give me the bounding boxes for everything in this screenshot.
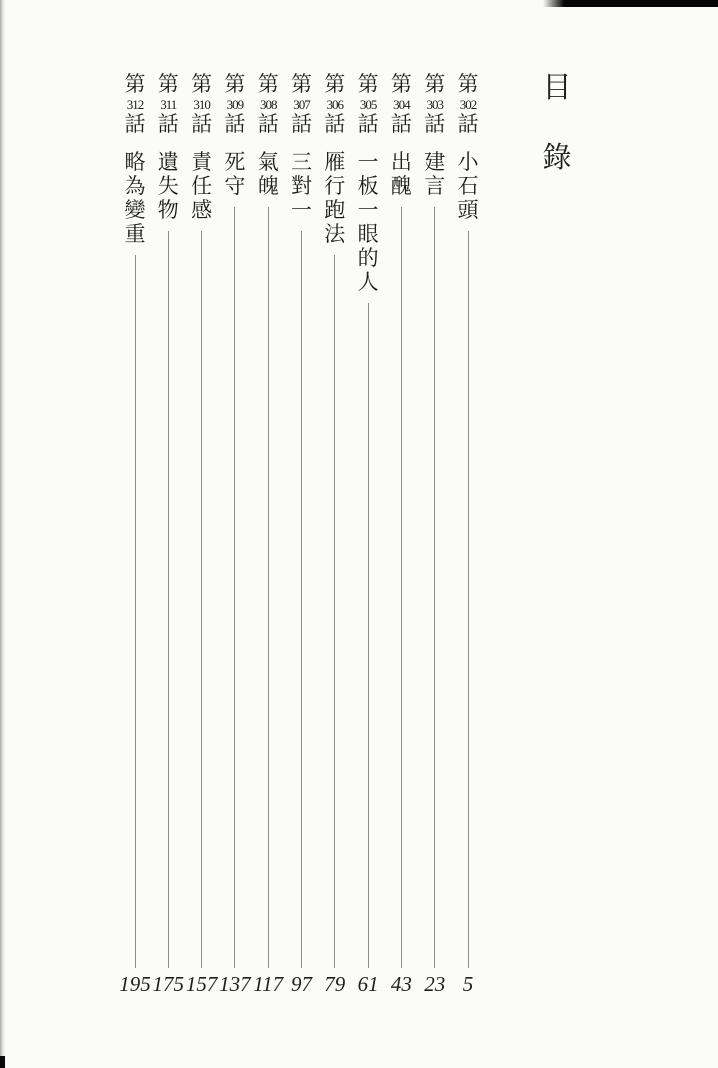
chapter-title (324, 150, 345, 246)
page-title-char-2: 錄 (542, 142, 572, 174)
chapter-title-char: 物 (157, 198, 179, 222)
page-number: 157 (185, 972, 218, 996)
page-number: 79 (324, 972, 346, 996)
chapter-title-char: 為 (124, 174, 146, 198)
chapter-number: 302 (459, 97, 477, 112)
chapter-title-char: 一 (357, 198, 379, 222)
leader-line (434, 207, 435, 968)
chapter-title-char: 行 (324, 174, 346, 198)
page-number: 195 (119, 972, 151, 996)
leader-line (334, 255, 335, 968)
chapter-title-char: 出 (390, 150, 412, 174)
toc-entry (285, 73, 319, 968)
chapter-suffix: 話 (390, 112, 412, 136)
chapter-title-char: 小 (457, 150, 479, 174)
toc-entry (118, 73, 152, 968)
chapter-title-char: 重 (124, 222, 146, 246)
leader-line (468, 231, 469, 968)
page-number: 97 (291, 972, 312, 996)
chapter-title (224, 150, 245, 198)
chapter-number: 307 (293, 97, 310, 112)
chapter-title (158, 150, 179, 222)
toc-entry (451, 73, 485, 968)
chapter-title-char: 三 (291, 150, 312, 174)
chapter-suffix: 話 (157, 112, 179, 136)
chapter-number: 304 (393, 97, 410, 112)
chapter-number: 311 (160, 97, 177, 112)
chapter-title (458, 150, 479, 222)
chapter-suffix: 話 (124, 112, 146, 136)
chapter-number: 305 (359, 97, 377, 112)
chapter-title-char: 一 (357, 150, 379, 174)
chapter-suffix: 話 (324, 112, 346, 136)
chapter-number: 306 (326, 97, 344, 112)
chapter-suffix: 話 (424, 112, 446, 136)
chapter-title-char: 變 (124, 198, 146, 222)
chapter-prefix: 第 (424, 72, 446, 96)
chapter-title-char: 建 (424, 150, 446, 174)
chapter-number: 308 (259, 97, 277, 112)
chapter-title-char: 失 (157, 174, 179, 198)
page-number: 23 (424, 972, 446, 996)
chapter-title (391, 150, 412, 198)
leader-line (301, 231, 302, 968)
chapter-title-char: 眼 (357, 222, 379, 246)
chapter-suffix: 話 (257, 112, 279, 136)
chapter-title-char: 責 (191, 150, 213, 174)
chapter-prefix: 第 (157, 72, 179, 96)
chapter-title-char: 遺 (157, 150, 179, 174)
page-edge-left (0, 0, 6, 1068)
chapter-prefix: 第 (357, 72, 379, 96)
toc-entry (185, 73, 219, 968)
chapter-suffix: 話 (191, 112, 213, 136)
chapter-prefix: 第 (257, 72, 279, 96)
chapter-title-char: 魄 (257, 174, 279, 198)
chapter-title (125, 150, 146, 246)
page-number: 43 (390, 972, 412, 996)
toc-entry (351, 73, 385, 968)
toc-entry (418, 73, 452, 968)
leader-line (401, 207, 402, 968)
chapter-number: 312 (126, 97, 144, 112)
chapter-title (258, 150, 279, 198)
chapter-title-char: 言 (424, 174, 446, 198)
toc-entry (384, 73, 418, 968)
leader-line (268, 207, 269, 968)
scan-artifact-bottom-left (0, 1056, 5, 1068)
page-number: 137 (219, 972, 251, 996)
chapter-title (291, 150, 312, 222)
chapter-title-char: 的 (357, 246, 379, 270)
page-number: 175 (152, 972, 185, 996)
page-title-char-1: 目 (542, 72, 572, 104)
chapter-title (424, 150, 445, 198)
chapter-title (191, 150, 212, 222)
chapter-title-char: 守 (224, 174, 246, 198)
chapter-prefix: 第 (124, 72, 146, 96)
leader-line (201, 231, 202, 968)
chapter-title-char: 氣 (257, 150, 279, 174)
chapter-title-char: 雁 (324, 150, 346, 174)
chapter-prefix: 第 (324, 72, 346, 96)
chapter-title-char: 略 (124, 150, 146, 174)
toc-entry (218, 73, 252, 968)
chapter-suffix: 話 (457, 112, 479, 136)
chapter-title-char: 板 (357, 174, 379, 198)
page-title (540, 72, 574, 174)
leader-line (368, 303, 369, 968)
chapter-prefix: 第 (191, 72, 213, 96)
chapter-title-char: 死 (224, 150, 246, 174)
leader-line (234, 207, 235, 968)
chapter-suffix: 話 (224, 112, 246, 136)
chapter-title-char: 對 (291, 174, 312, 198)
chapter-prefix: 第 (291, 72, 312, 96)
leader-line (168, 231, 169, 968)
chapter-prefix: 第 (224, 72, 246, 96)
chapter-title-char: 頭 (457, 198, 479, 222)
chapter-prefix: 第 (390, 72, 412, 96)
toc-entry (251, 73, 285, 968)
chapter-prefix: 第 (457, 72, 479, 96)
chapter-title (358, 150, 379, 294)
page-number: 117 (253, 972, 284, 996)
chapter-suffix: 話 (357, 112, 379, 136)
chapter-title-char: 醜 (390, 174, 412, 198)
page-number: 61 (357, 972, 379, 996)
chapter-number: 309 (226, 97, 244, 112)
toc-entry (318, 73, 352, 968)
chapter-title-char: 感 (191, 198, 213, 222)
chapter-title-char: 一 (291, 198, 312, 222)
page-number: 5 (462, 972, 474, 996)
chapter-title-char: 人 (357, 270, 379, 294)
chapter-number: 303 (426, 97, 443, 112)
chapter-title-char: 石 (457, 174, 479, 198)
chapter-title-char: 任 (191, 174, 213, 198)
scan-artifact-top (543, 0, 718, 7)
chapter-number: 310 (193, 97, 210, 112)
chapter-suffix: 話 (291, 112, 312, 136)
toc-entry (151, 73, 185, 968)
chapter-title-char: 跑 (324, 198, 346, 222)
leader-line (135, 255, 136, 968)
chapter-title-char: 法 (324, 222, 346, 246)
